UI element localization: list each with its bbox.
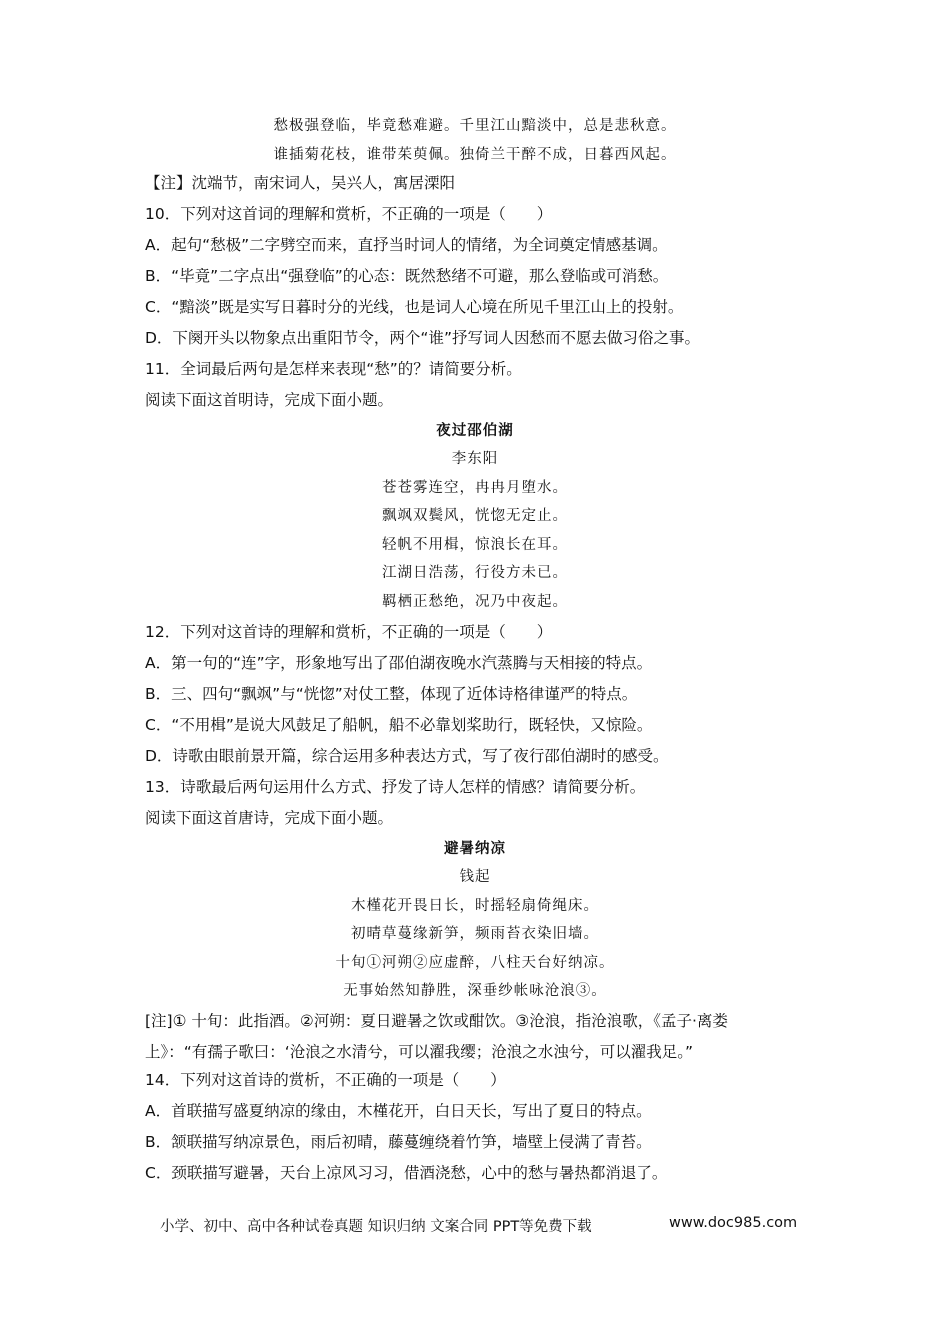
poem-line: 初晴草蔓缘新笋，频雨苔衣染旧墙。 [351,926,599,942]
poem-line: 十旬①河朔②应虚醉，八柱天台好纳凉。 [335,955,615,971]
poem-line: 愁极强登临，毕竟愁难避。千里江山黯淡中，总是悲秋意。 [273,118,677,134]
poem-line: 飘飒双鬓风，恍惚无定止。 [382,508,568,524]
poem-author: 钱起 [459,869,491,885]
question-10-option-d: D．下阕开头以物象点出重阳节令，两个“谁”抒写词人因愁而不愿去做习俗之事。 [145,329,700,347]
poem-line: 无事始然知静胜，深垂纱帐咏沧浪③。 [343,983,607,999]
question-14-option-b: B．颔联描写纳凉景色，雨后初晴，藤蔓缠绕着竹笋，墙壁上侵满了青苔。 [145,1133,652,1151]
reading-intro: 阅读下面这首明诗，完成下面小题。 [145,391,394,409]
poem-line: 苍苍雾连空，冉冉月堕水。 [382,480,568,496]
question-10-option-b: B．“毕竟”二字点出“强登临”的心态：既然愁绪不可避，那么登临或可消愁。 [145,267,669,285]
question-12-option-c: C．“不用楫”是说大风鼓足了船帆，船不必靠划桨助行，既轻快，又惊险。 [145,716,653,734]
poem-note: 【注】沈端节，南宋词人，吴兴人，寓居溧阳 [145,174,456,192]
footer-text: 小学、初中、高中各种试卷真题 知识归纳 文案合同 PPT等免费下载 [160,1219,592,1235]
question-10-stem: 10．下列对这首词的理解和赏析，不正确的一项是（ ） [145,205,553,223]
poem-title: 避暑纳凉 [444,841,506,857]
poem-line: 木槿花开畏日长，时摇轻扇倚绳床。 [351,898,599,914]
footer-url[interactable]: www.doc985.com [669,1215,798,1231]
question-12-option-b: B．三、四句“飘飒”与“恍惚”对仗工整，体现了近体诗格律谨严的特点。 [145,685,638,703]
question-11: 11．全词最后两句是怎样来表现“愁”的？请简要分析。 [145,360,522,378]
poem-line: 江湖日浩荡，行役方未已。 [382,565,568,581]
poem-note: 上》：“有孺子歌曰：‘沧浪之水清兮，可以濯我缨；沧浪之水浊兮，可以濯我足。” [145,1043,693,1061]
question-12-option-a: A．第一句的“连”字，形象地写出了邵伯湖夜晚水汽蒸腾与天相接的特点。 [145,654,653,672]
poem-title: 夜过邵伯湖 [436,423,514,439]
poem-line: 谁插菊花枝，谁带茱萸佩。独倚兰干醉不成，日暮西风起。 [273,147,677,163]
question-14-option-a: A．首联描写盛夏纳凉的缘由，木槿花开，白日天长，写出了夏日的特点。 [145,1102,652,1120]
question-14-stem: 14．下列对这首诗的赏析，不正确的一项是（ ） [145,1071,506,1089]
poem-note: [注]① 十旬：此指酒。②河朔：夏日避暑之饮或酣饮。③沧浪，指沧浪歌，《孟子·离娄 [145,1012,728,1030]
reading-intro: 阅读下面这首唐诗，完成下面小题。 [145,809,394,827]
question-10-option-c: C．“黯淡”既是实写日暮时分的光线，也是词人心境在所见千里江山上的投射。 [145,298,684,316]
poem-author: 李东阳 [451,451,499,467]
poem-line: 轻帆不用楫，惊浪长在耳。 [382,537,568,553]
question-12-stem: 12．下列对这首诗的理解和赏析，不正确的一项是（ ） [145,623,553,641]
question-14-option-c: C．颈联描写避暑，天台上凉风习习，借酒浇愁，心中的愁与暑热都消退了。 [145,1164,668,1182]
question-12-option-d: D．诗歌由眼前景开篇，综合运用多种表达方式，写了夜行邵伯湖时的感受。 [145,747,669,765]
question-13: 13．诗歌最后两句运用什么方式、抒发了诗人怎样的情感？请简要分析。 [145,778,646,796]
poem-line: 羁栖正愁绝，况乃中夜起。 [382,594,568,610]
question-10-option-a: A．起句“愁极”二字劈空而来，直抒当时词人的情绪，为全词奠定情感基调。 [145,236,668,254]
